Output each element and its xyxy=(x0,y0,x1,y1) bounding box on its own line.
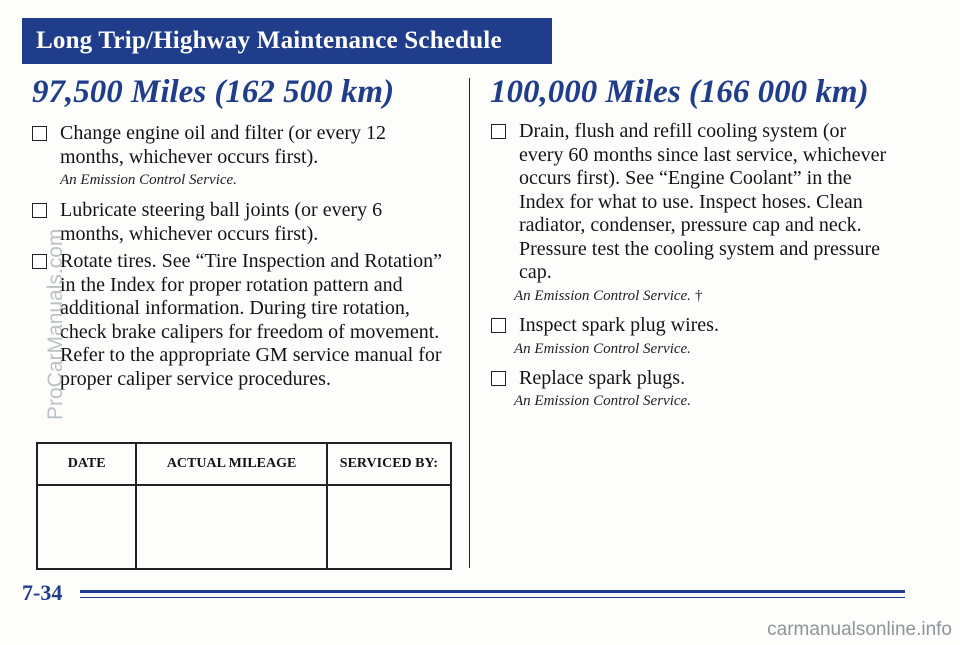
service-log-header-mileage: ACTUAL MILEAGE xyxy=(136,443,326,485)
right-interval-title: 100,000 Miles (166 000 km) xyxy=(490,74,869,110)
left-item-1-text: Change engine oil and filter (or every 12 months, whichever occurs first). xyxy=(60,122,386,168)
left-item-steering xyxy=(32,199,432,246)
bottom-watermark: carmanualsonline.info xyxy=(767,619,952,640)
right-item-cooling-system xyxy=(491,120,891,285)
right-item-spark-plugs xyxy=(491,367,891,391)
footer-rule-thin xyxy=(80,597,905,598)
left-item-rotate-tires xyxy=(32,250,452,391)
right-item-1-note: An Emission Control Service. xyxy=(514,288,691,304)
left-item-1-note: An Emission Control Service. xyxy=(60,172,237,188)
service-log-entry-row xyxy=(37,485,451,569)
checkbox-icon xyxy=(491,124,506,139)
service-log-header-serviced-by: SERVICED BY: xyxy=(327,443,451,485)
right-item-3-note: An Emission Control Service. xyxy=(514,393,691,409)
side-watermark: ProCarManuals.com xyxy=(44,228,67,420)
service-log-header-date: DATE xyxy=(37,443,136,485)
checkbox-icon xyxy=(491,371,506,386)
checkbox-icon xyxy=(32,126,47,141)
right-item-2-note: An Emission Control Service. xyxy=(514,341,691,357)
service-log-serviced-by-cell xyxy=(327,485,451,569)
section-header xyxy=(22,18,552,64)
dagger-mark: † xyxy=(694,288,703,304)
checkbox-icon xyxy=(32,203,47,218)
right-item-spark-plug-wires xyxy=(491,314,891,338)
service-log-table xyxy=(36,442,452,570)
footer-rule xyxy=(80,590,905,593)
left-interval-title: 97,500 Miles (162 500 km) xyxy=(32,74,395,110)
service-log-mileage-cell xyxy=(136,485,326,569)
checkbox-icon xyxy=(491,318,506,333)
right-item-1-text: Drain, flush and refill cooling system (or every 60 months since last service, whichever occurs first). See “Engine Coolant” in the Index for what to use. Inspect hoses. Clean radiator, condenser, pressure cap and neck. Pressure test the cooling system and pressure cap. xyxy=(519,120,887,283)
right-item-3-text: Replace spark plugs. xyxy=(519,367,686,389)
column-divider xyxy=(469,78,470,568)
page-number: 7-34 xyxy=(22,580,63,605)
left-item-2-text: Lubricate steering ball joints (or every 6 months, whichever occurs first). xyxy=(60,199,383,245)
right-item-2-text: Inspect spark plug wires. xyxy=(519,314,719,336)
left-item-oil-change xyxy=(32,122,432,169)
right-item-1-note-wrap xyxy=(514,288,702,305)
section-header-title: Long Trip/Highway Maintenance Schedule xyxy=(36,27,502,54)
service-log-header-row xyxy=(37,443,451,485)
service-log-date-cell xyxy=(37,485,136,569)
left-item-3-text: Rotate tires. See “Tire Inspection and Rotation” in the Index for proper rotation pattern and additional information. During tire rotation, check brake calipers for freedom of movement. Refer to the appropriate GM service manual for proper caliper service procedures. xyxy=(60,250,442,390)
